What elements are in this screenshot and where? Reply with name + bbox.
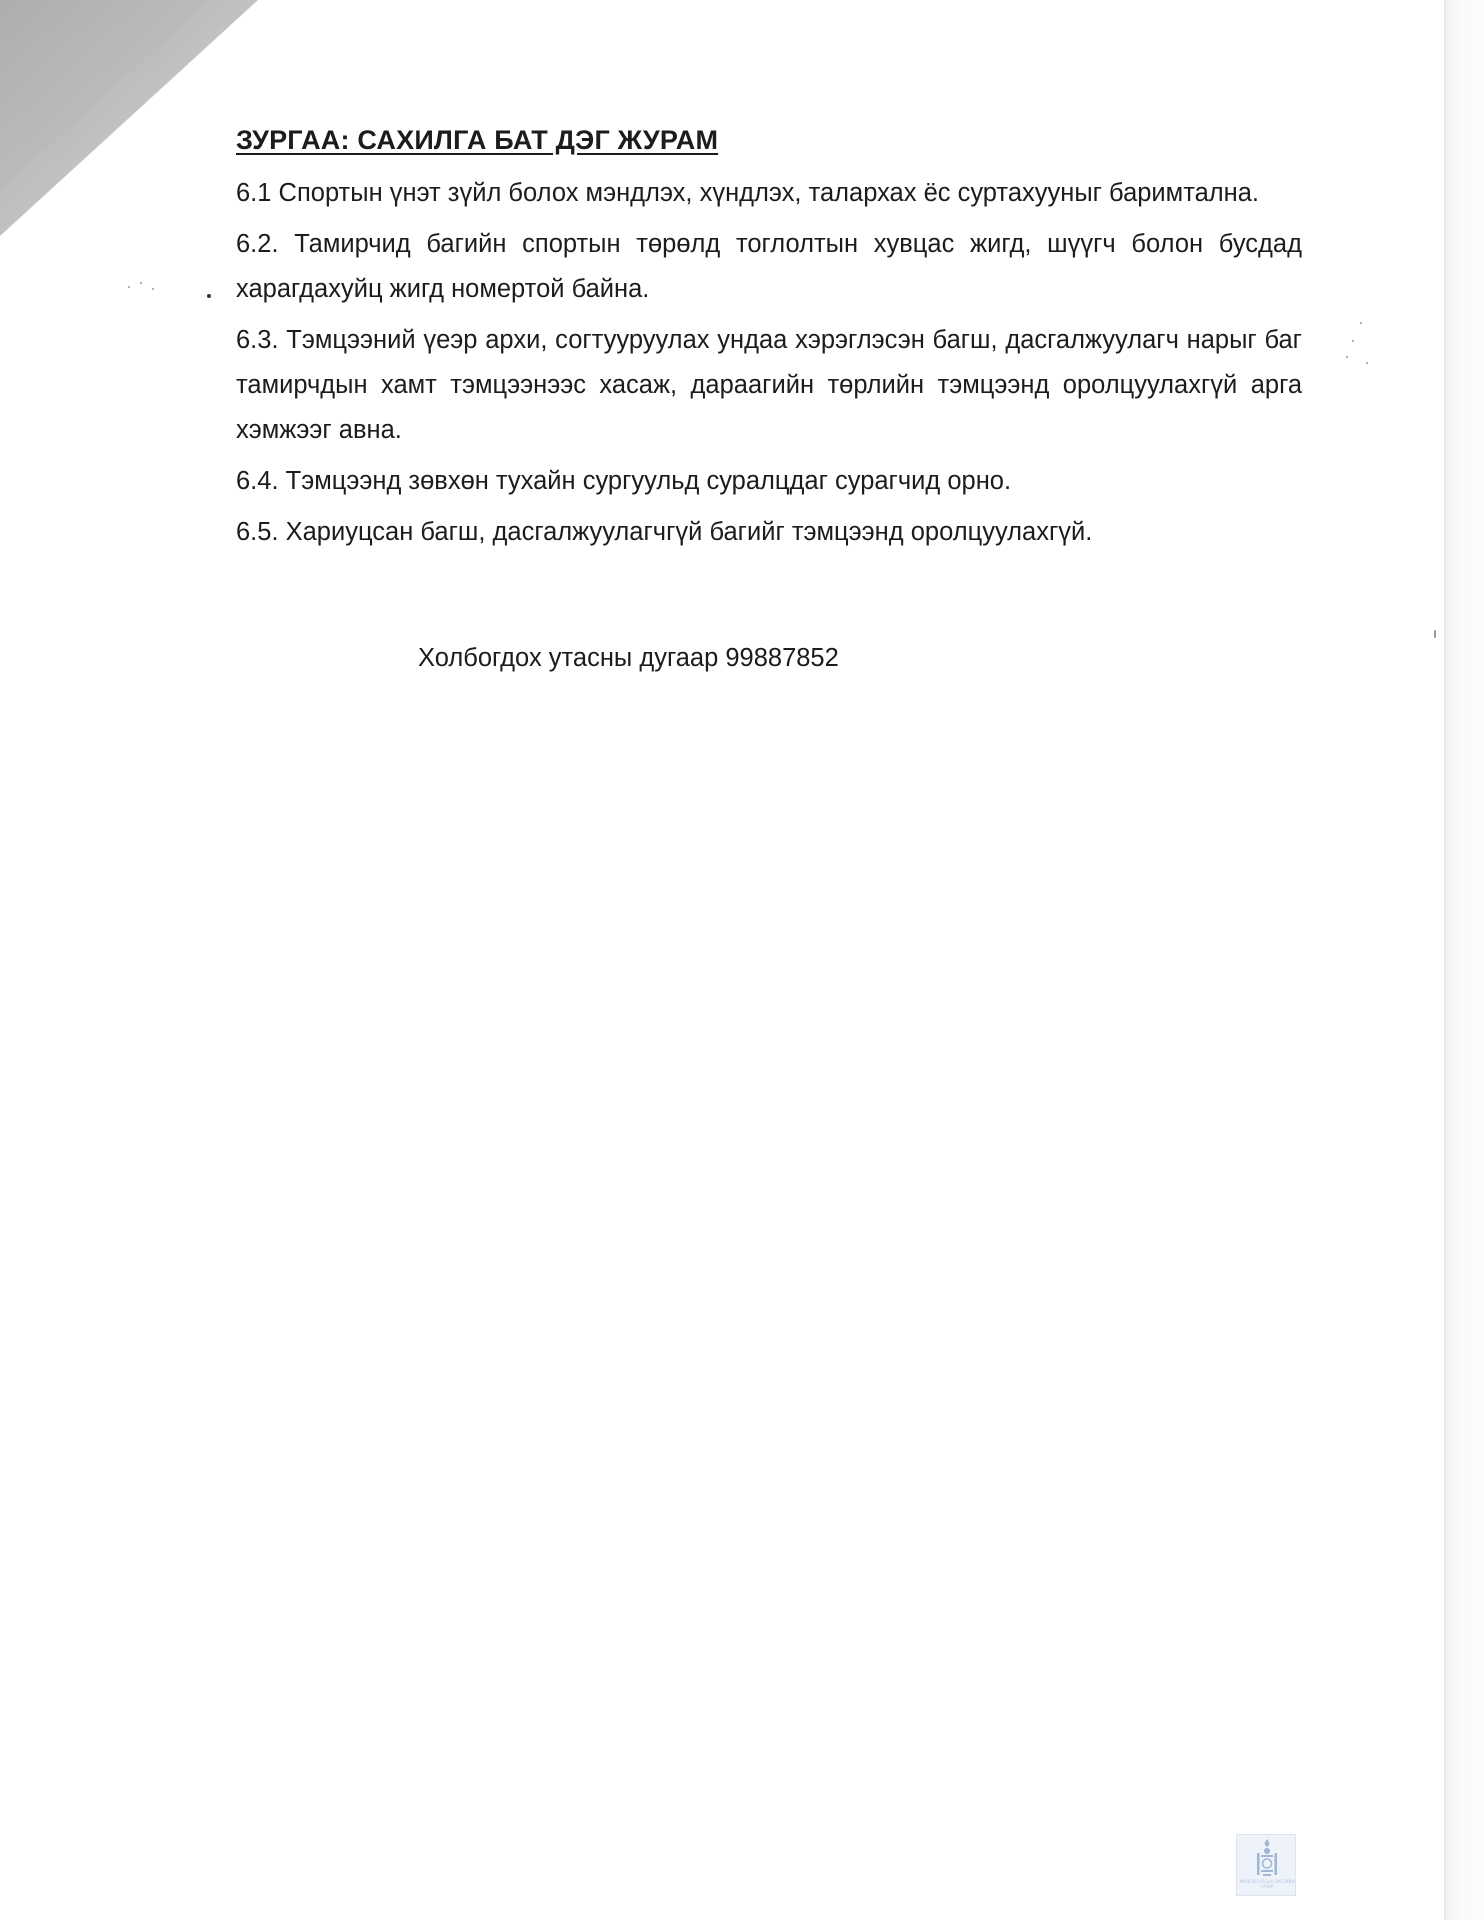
scan-speck	[1346, 356, 1348, 358]
page-edge-shadow	[1446, 0, 1484, 1920]
scan-speck	[128, 286, 130, 288]
scan-speck	[1366, 362, 1368, 364]
document-body	[236, 118, 1302, 561]
clause-6-4: 6.4. Тэмцээнд зөвхөн тухайн сургуульд суралцдаг сурагчид орно.	[236, 467, 1012, 495]
scan-corner-shadow	[0, 0, 262, 240]
clause-6-1: 6.1 Спортын үнэт зүйл болох мэндлэх, хүндлэх, талархах ёс суртахууныг баримтална.	[236, 179, 1260, 207]
seal-label: МОНГОЛ УЛСЫН ЗАСГИЙН ГАЗАР	[1239, 1879, 1295, 1889]
scan-speck	[1360, 322, 1362, 324]
clause-6-5: 6.5. Хариуцсан багш, дасгалжуулагчгүй багийг тэмцээнд оролцуулахгүй.	[236, 518, 1093, 546]
scan-speck	[140, 282, 142, 284]
soyombo-emblem-icon	[1237, 1835, 1297, 1879]
government-seal	[1236, 1834, 1296, 1896]
scan-speck	[1434, 630, 1436, 638]
section-heading: ЗУРГАА: САХИЛГА БАТ ДЭГ ЖУРАМ	[236, 125, 719, 155]
scan-speck	[152, 288, 154, 290]
scan-speck	[1352, 340, 1354, 342]
clause-6-2: 6.2. Тамирчид багийн спортын төрөлд тоглолтын хувцас жигд, шүүгч болон бусдад харагдахуйц жигд номертой байна.	[236, 230, 1302, 303]
clause-6-3: 6.3. Тэмцээний үеэр архи, согтууруулах ундаа хэрэглэсэн багш, дасгалжуулагч нарыг баг тамирчдын хамт тэмцээнээс хасаж, дараагийн төрлийн тэмцээнд оролцуулахгүй арга хэмжээг авна.	[236, 326, 1302, 444]
scan-speck	[207, 294, 211, 298]
contact-phone-line: Холбогдох утасны дугаар 99887852	[418, 644, 839, 672]
